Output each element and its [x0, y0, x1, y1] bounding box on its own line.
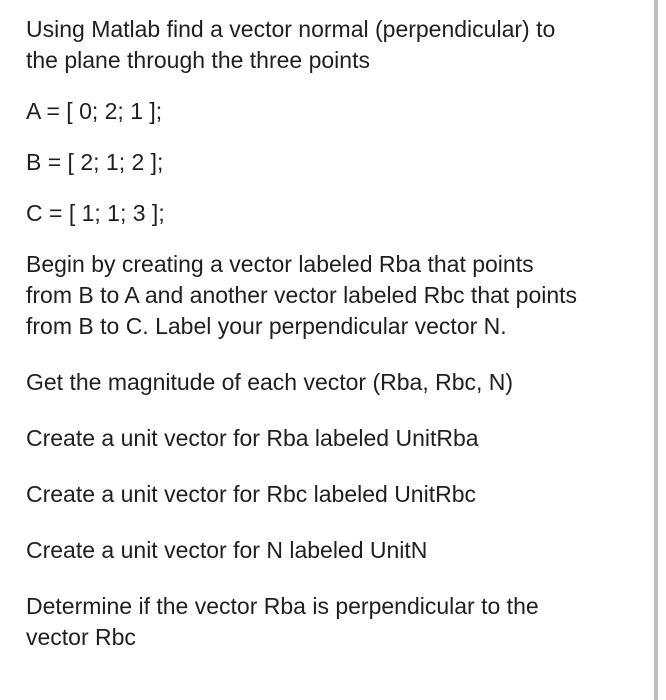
- perp-line-2: vector Rbc: [26, 624, 136, 650]
- begin-instruction: [26, 249, 646, 342]
- begin-line-2: from B to A and another vector labeled Rbc that points: [26, 282, 578, 308]
- perpendicular-instruction: [26, 591, 646, 653]
- begin-line-3: from B to C. Label your perpendicular vector N.: [26, 313, 507, 339]
- magnitude-instruction: Get the magnitude of each vector (Rba, Rbc, N): [26, 369, 514, 395]
- point-c: C = [ 1; 1; 3 ];: [26, 200, 165, 226]
- unit-rbc-instruction: Create a unit vector for Rbc labeled UnitRbc: [26, 481, 476, 507]
- unit-n-instruction: Create a unit vector for N labeled UnitN: [26, 537, 428, 563]
- point-b: B = [ 2; 1; 2 ];: [26, 149, 164, 175]
- begin-line-1: Begin by creating a vector labeled Rba that points: [26, 251, 534, 277]
- point-a: A = [ 0; 2; 1 ];: [26, 98, 163, 124]
- intro-paragraph: [26, 14, 646, 76]
- unit-rba-instruction: Create a unit vector for Rba labeled UnitRba: [26, 425, 479, 451]
- perp-line-1: Determine if the vector Rba is perpendicular to the: [26, 593, 539, 619]
- problem-text: [26, 14, 646, 653]
- intro-line-2: the plane through the three points: [26, 47, 370, 73]
- page-right-border: [654, 0, 658, 700]
- intro-line-1: Using Matlab find a vector normal (perpendicular) to: [26, 16, 556, 42]
